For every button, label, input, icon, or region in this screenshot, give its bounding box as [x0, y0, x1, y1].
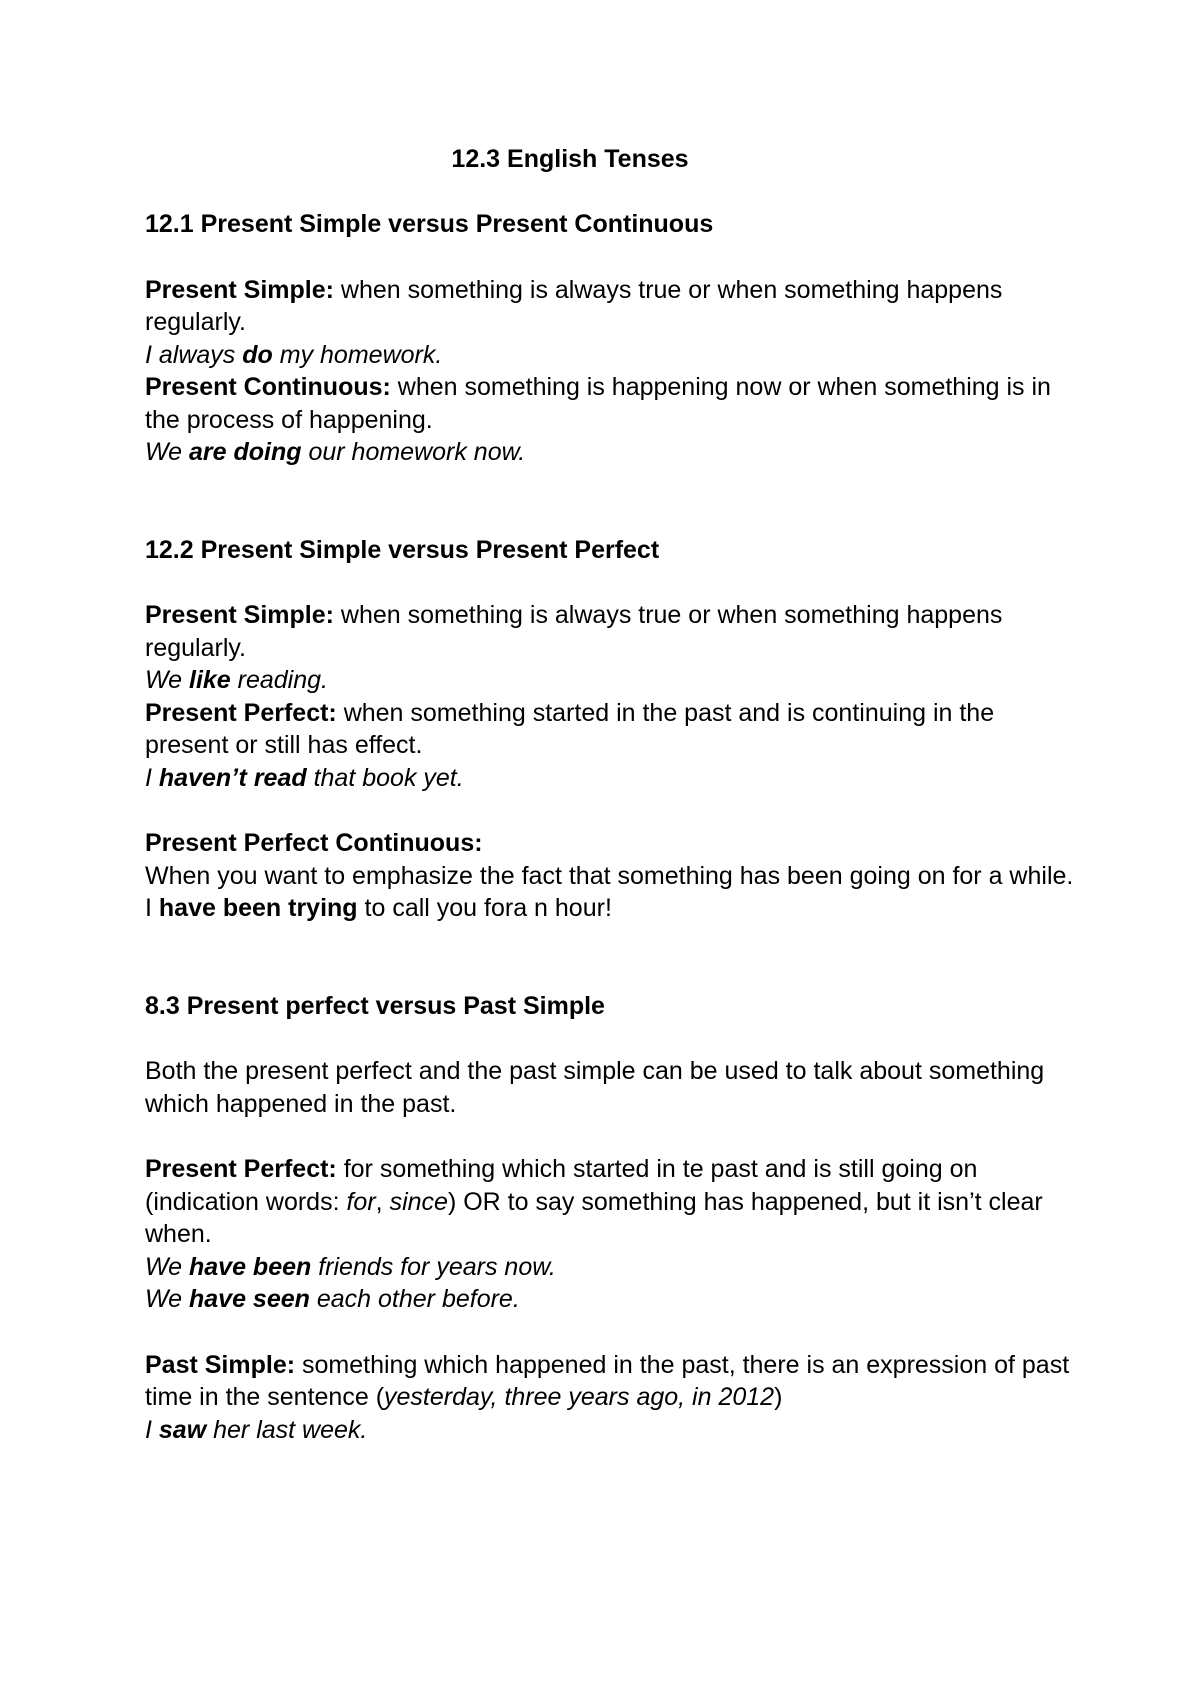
example-sentence: I have been trying to call you fora n hour!: [145, 894, 612, 922]
term-label: Present Continuous:: [145, 373, 391, 401]
section-heading-12-2: 12.2 Present Simple versus Present Perfect: [145, 535, 660, 564]
example-sentence: I haven’t read that book yet.: [145, 763, 464, 792]
definition-text: when something is always true or when something happens regularly.: [145, 601, 1003, 662]
definition-text: When you want to emphasize the fact that something has been going on for a while.: [145, 861, 1074, 890]
document-body: [145, 208, 1075, 1446]
section-intro: Both the present perfect and the past simple can be used to talk about something which happened in the past.: [145, 1057, 1045, 1118]
term-label: Present Perfect:: [145, 698, 337, 727]
definition-past-simple: Past Simple: something which happened in the past, there is an expression of past time in the sentence (yesterday, three years ago, in 2012): [145, 1350, 1070, 1411]
term-present-perfect-continuous: Present Perfect Continuous:: [145, 829, 483, 857]
example-sentence: We are doing our homework now.: [145, 438, 526, 466]
term-label: Present Perfect:: [145, 1155, 337, 1183]
section-heading-8-3: 8.3 Present perfect versus Past Simple: [145, 991, 605, 1020]
definition-text: when something is happening now or when something is in the process of happening.: [145, 373, 1051, 434]
example-sentence: We have been friends for years now.: [145, 1252, 556, 1281]
definition-text: when something started in the past and is continuing in the present or still has effect.: [145, 698, 995, 759]
definition-text: when something is always true or when something happens regularly.: [145, 275, 1003, 336]
term-label: Past Simple:: [145, 1350, 296, 1379]
definition-present-simple: [145, 274, 1075, 339]
page-title: 12.3 English Tenses: [451, 145, 689, 173]
term-label: Present Simple:: [145, 601, 334, 629]
example-sentence: We have seen each other before.: [145, 1285, 520, 1313]
term-label: Present Simple:: [145, 275, 334, 304]
example-sentence: I always do my homework.: [145, 340, 443, 369]
section-heading-12-1: 12.1 Present Simple versus Present Continuous: [145, 210, 714, 238]
definition-present-continuous: [145, 371, 1075, 436]
definition-present-perfect: Present Perfect: for something which started in te past and is still going on (indication words: for, since) OR to say something has happened, but it isn’t clear when.: [145, 1155, 1043, 1248]
example-sentence: We like reading.: [145, 666, 328, 694]
definition-present-simple: [145, 599, 1075, 664]
definition-present-perfect: [145, 697, 1075, 762]
example-sentence: I saw her last week.: [145, 1415, 368, 1444]
